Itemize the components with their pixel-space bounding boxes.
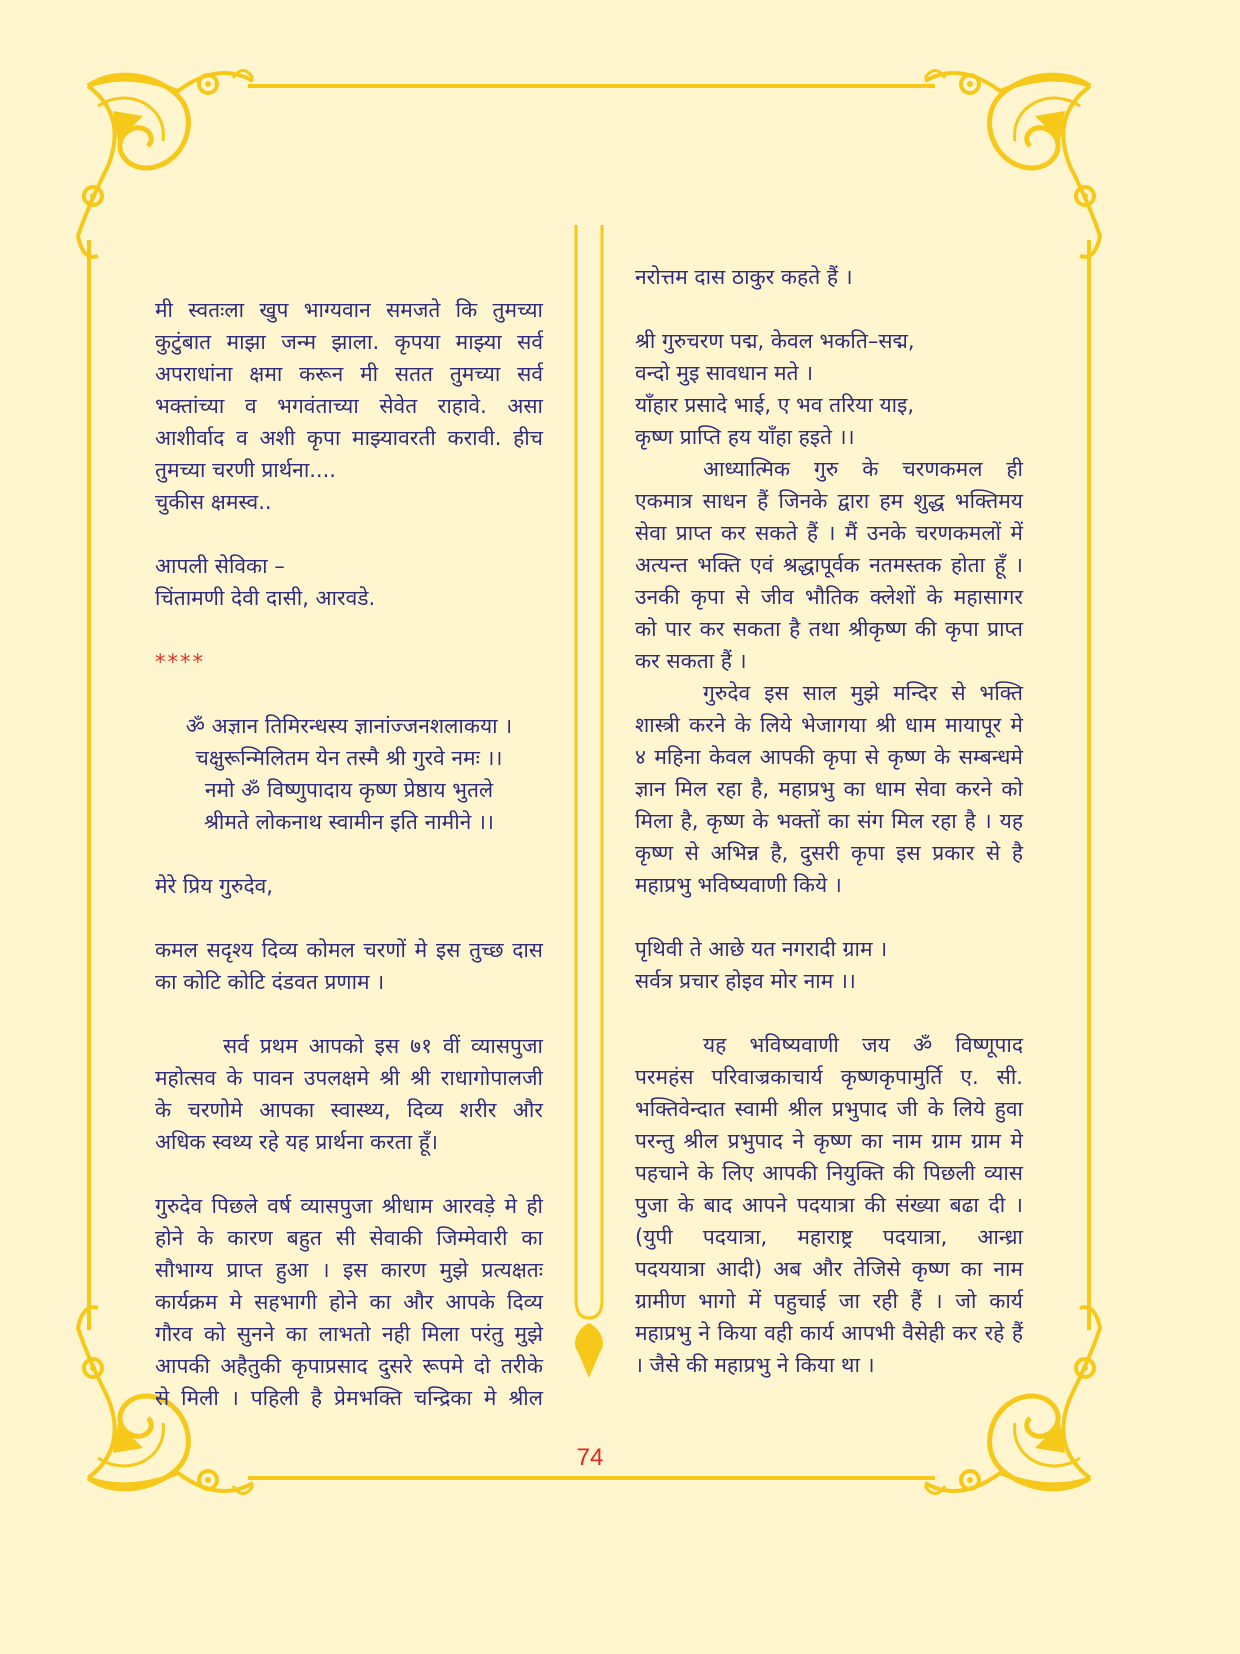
text-line: चिंतामणी देवी दासी, आरवडे.: [155, 586, 376, 610]
text-line: कृष्ण प्राप्ति हय याँहा हइते ।।: [635, 425, 855, 449]
text-line: श्रीमते लोकनाथ स्वामीन इति नामीने ।।: [204, 810, 494, 834]
text-line: नमो ॐ विष्णुपादाय कृष्ण प्रेष्ठाय भुतले: [204, 778, 494, 802]
blank-line: [155, 902, 543, 934]
text-line: महोत्सव के पावन उपलक्षमे श्री श्री राधागोपालजी: [155, 1066, 543, 1090]
blank-line: [155, 614, 543, 646]
text-line: अपराधांना क्षमा करून मी सतत तुमच्या सर्व: [155, 362, 543, 386]
text-line: भक्तिवेन्दात स्वामी श्रील प्रभुपाद जी के लिये हुवा: [635, 1097, 1023, 1121]
text-line: गुरुदेव इस साल मुझे मन्दिर से भक्ति: [703, 681, 1023, 705]
text-line: आशीर्वाद व अशी कृपा माझ्यावरती करावी. हीच: [155, 426, 543, 450]
text-line: मेरे प्रिय गुरुदेव,: [155, 874, 273, 898]
text-line: नरोत्तम दास ठाकुर कहते हैं ।: [635, 265, 853, 289]
text-line: एकमात्र साधन हैं जिनके द्वारा हम शुद्ध भक्तिमय: [635, 489, 1023, 513]
text-line: ४ महिना केवल आपकी कृपा से कृष्ण के सम्बन्धमे: [635, 745, 1023, 769]
text-line: पुजा के बाद आपने पदयात्रा की संख्या बढा दी ।: [635, 1193, 1023, 1217]
blank-line: [155, 1158, 543, 1190]
text-line: ज्ञान मिल रहा है, महाप्रभु का धाम सेवा करने को: [635, 777, 1023, 801]
text-line: आपकी अहैतुकी कृपाप्रसाद दुसरे रूपमे दो तरीके: [155, 1354, 543, 1378]
text-line: भक्तांच्या व भगवंताच्या सेवेत राहावे. असा: [155, 394, 543, 418]
text-line: गौरव को सुनने का लाभतो नही मिला परंतु मुझे: [155, 1322, 543, 1346]
text-line: कर सकता हैं ।: [635, 649, 747, 673]
divider-drop-ornament: [575, 1323, 603, 1378]
text-line: मिला है, कृष्ण के भक्तों का संग मिल रहा है । यह: [635, 809, 1023, 833]
text-line: ग्रामीण भागो में पहुचाई जा रही हैं । जो कार्य: [635, 1289, 1023, 1313]
text-line: सौभाग्य प्राप्त हुआ । इस कारण मुझे प्रत्यक्षतः: [155, 1258, 543, 1282]
text-line: अत्यन्त भक्ति एवं श्रद्धापूर्वक नतमस्तक होता हूँ ।: [635, 553, 1023, 577]
blank-line: [635, 997, 1023, 1029]
text-line: कुटुंबात माझा जन्म झाला. कृपया माझ्या सर्व: [155, 330, 543, 354]
text-line: सेवा प्राप्त कर सकते हैं । मैं उनके चरणकमलों में: [635, 521, 1023, 545]
text-line: पृथिवी ते आछे यत नगरादी ग्राम ।: [635, 937, 888, 961]
text-line: । जैसे की महाप्रभु ने किया था ।: [635, 1353, 875, 1377]
corner-ornament-top-left: [78, 71, 253, 257]
text-line: शास्त्री करने के लिये भेजागया श्री धाम मायापूर मे: [635, 713, 1023, 737]
text-line: पदययात्रा आदी) अब और तेजिसे कृष्ण का नाम: [635, 1257, 1023, 1281]
text-line: सर्वत्र प्रचार होइव मोर नाम ।।: [635, 969, 856, 993]
column-divider: [576, 225, 602, 1318]
text-line: आपली सेविका –: [155, 554, 285, 578]
right-text-column: [635, 261, 1023, 1381]
section-separator-stars: ****: [155, 650, 205, 674]
text-line: मी स्वतःला खुप भाग्यवान समजते कि तुमच्या: [155, 298, 543, 322]
blank-line: [155, 998, 543, 1030]
text-line: चक्षुरून्मिलितम येन तस्मै श्री गुरवे नमः ।।: [195, 746, 503, 770]
text-line: परन्तु श्रील प्रभुपाद ने कृष्ण का नाम ग्राम ग्राम मे: [635, 1129, 1023, 1153]
text-line: चुकीस क्षमस्व..: [155, 490, 272, 514]
text-line: के चरणोमे आपका स्वास्थ्य, दिव्य शरीर और: [155, 1098, 543, 1122]
text-line: तुमच्या चरणी प्रार्थना....: [155, 458, 336, 482]
text-line: उनकी कृपा से जीव भौतिक क्लेशों के महासागर: [635, 585, 1023, 609]
text-line: सर्व प्रथम आपको इस ७१ वीं व्यासपुजा: [223, 1034, 543, 1058]
text-line: श्री गुरुचरण पद्म, केवल भकति–सद्म,: [635, 329, 915, 353]
blank-line: [155, 838, 543, 870]
left-text-column: [155, 294, 543, 1414]
text-line: ॐ अज्ञान तिमिरन्धस्य ज्ञानांज्जनशलाकया ।: [185, 714, 513, 738]
text-line: वन्दो मुइ सावधान मते ।: [635, 361, 814, 385]
text-line: महाप्रभु ने किया वही कार्य आपभी वैसेही कर रहे हैं: [635, 1321, 1023, 1345]
text-line: यह भविष्यवाणी जय ॐ विष्णूपाद: [703, 1033, 1023, 1057]
corner-ornament-top-right: [925, 71, 1100, 257]
text-line: पहचाने के लिए आपकी नियुक्ति की पिछली व्यास: [635, 1161, 1023, 1185]
text-line: याँहार प्रसादे भाई, ए भव तरिया याइ,: [635, 393, 915, 417]
text-line: कमल सदृश्य दिव्य कोमल चरणों मे इस तुच्छ दास: [155, 938, 543, 962]
text-line: को पार कर सकता है तथा श्रीकृष्ण की कृपा प्राप्त: [635, 617, 1023, 641]
page-number: 74: [576, 1444, 604, 1471]
blank-line: [635, 901, 1023, 933]
text-line: का कोटि कोटि दंडवत प्रणाम ।: [155, 970, 385, 994]
blank-line: [635, 293, 1023, 325]
text-line: महाप्रभु भविष्यवाणी किये ।: [635, 873, 842, 897]
text-line: परमहंस परिवाज्रकाचार्य कृष्णकृपामुर्ति ए. सी.: [635, 1065, 1023, 1089]
text-line: (युपी पदयात्रा, महाराष्ट्र पदयात्रा, आन्ध्रा: [635, 1225, 1023, 1249]
blank-line: [155, 518, 543, 550]
text-line: कृष्ण से अभिन्न है, दुसरी कृपा इस प्रकार से है: [635, 841, 1023, 865]
text-line: होने के कारण बहुत सी सेवाकी जिम्मेवारी का: [155, 1226, 543, 1250]
blank-line: [155, 678, 543, 710]
text-line: अधिक स्वथ्य रहे यह प्रार्थना करता हूँ।: [155, 1130, 438, 1154]
text-line: कार्यक्रम मे सहभागी होने का और आपके दिव्य: [155, 1290, 543, 1314]
text-line: आध्यात्मिक गुरु के चरणकमल ही: [703, 457, 1023, 481]
text-line: से मिली । पहिली है प्रेमभक्ति चन्द्रिका मे श्रील: [155, 1386, 543, 1410]
text-line: गुरुदेव पिछले वर्ष व्यासपुजा श्रीधाम आरवड़े मे ही: [155, 1194, 543, 1218]
